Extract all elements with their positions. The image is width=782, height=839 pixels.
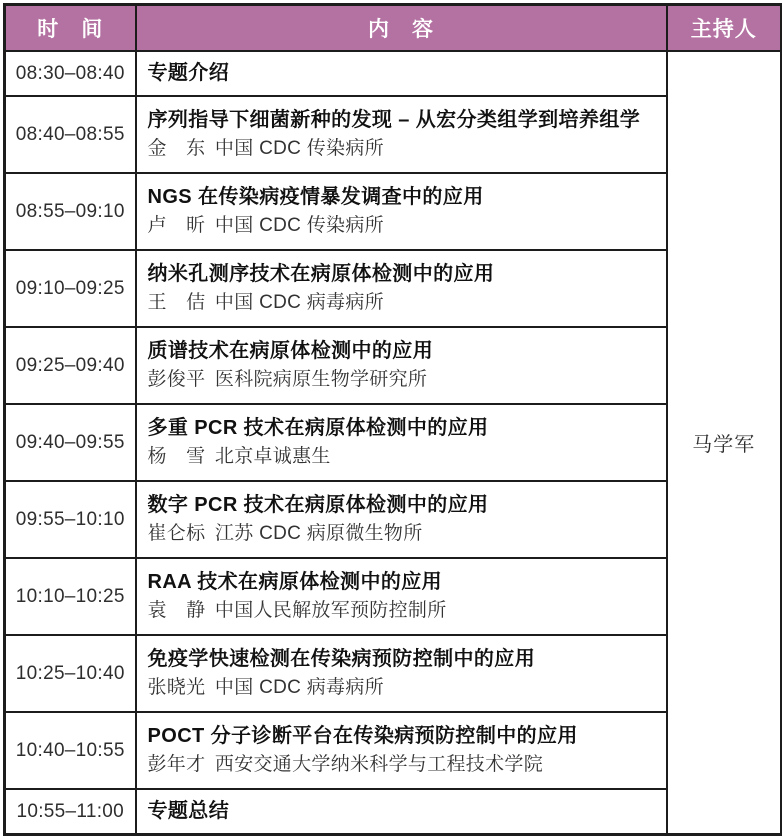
content-cell [136, 173, 667, 250]
speaker-org: 江苏 CDC 病原微生物所 [214, 522, 423, 544]
content-cell [136, 51, 667, 96]
agenda-row [5, 173, 782, 250]
speaker-org: 医科院病原生物学研究所 [214, 368, 428, 390]
speaker-name: 杨 雪 [147, 445, 206, 467]
agenda-row [5, 327, 782, 404]
session-title: 数字 PCR 技术在病原体检测中的应用 [147, 493, 489, 516]
agenda-row [5, 404, 782, 481]
session-title: NGS 在传染病疫情暴发调查中的应用 [147, 185, 484, 208]
agenda-row [5, 250, 782, 327]
session-title: 专题总结 [147, 800, 230, 822]
content-cell [136, 789, 667, 835]
speaker-line [148, 752, 656, 779]
speaker-line [148, 675, 656, 702]
time-cell: 09:10–09:25 [5, 250, 136, 327]
agenda-row [5, 558, 782, 635]
speaker-line [148, 598, 656, 625]
speaker-org: 西安交通大学纳米科学与工程技术学院 [214, 753, 544, 775]
session-title: 多重 PCR 技术在病原体检测中的应用 [147, 416, 489, 439]
speaker-name: 卢 昕 [147, 214, 206, 236]
time-cell: 09:25–09:40 [5, 327, 136, 404]
session-title: POCT 分子诊断平台在传染病预防控制中的应用 [147, 724, 578, 747]
time-cell: 08:40–08:55 [5, 96, 136, 173]
agenda-row [5, 481, 782, 558]
agenda-row [5, 789, 782, 835]
speaker-org: 北京卓诚惠生 [214, 445, 331, 467]
header-host: 主持人 [667, 5, 782, 52]
content-cell [136, 635, 667, 712]
time-cell: 10:25–10:40 [5, 635, 136, 712]
session-title: 质谱技术在病原体检测中的应用 [147, 339, 434, 362]
content-cell [136, 96, 667, 173]
header-time: 时 间 [5, 5, 136, 52]
speaker-org: 中国 CDC 病毒病所 [214, 676, 384, 698]
speaker-name: 张晓光 [147, 676, 206, 698]
speaker-line [148, 444, 656, 471]
session-title: 序列指导下细菌新种的发现 – 从宏分类组学到培养组学 [147, 108, 641, 131]
speaker-line [148, 521, 656, 548]
session-title: 免疫学快速检测在传染病预防控制中的应用 [147, 647, 536, 670]
agenda-row [5, 96, 782, 173]
session-title: 纳米孔测序技术在病原体检测中的应用 [147, 262, 495, 285]
header-content: 内 容 [136, 5, 667, 52]
session-title: RAA 技术在病原体检测中的应用 [147, 570, 443, 593]
time-cell: 10:40–10:55 [5, 712, 136, 789]
content-cell [136, 327, 667, 404]
speaker-name: 金 东 [147, 137, 206, 159]
time-cell: 10:10–10:25 [5, 558, 136, 635]
content-cell [136, 250, 667, 327]
speaker-name: 彭年才 [147, 753, 206, 775]
agenda-table [3, 3, 782, 836]
speaker-line [148, 290, 656, 317]
speaker-org: 中国 CDC 病毒病所 [214, 291, 384, 313]
speaker-line [148, 367, 656, 394]
agenda-row [5, 712, 782, 789]
host-cell: 马学军 [667, 51, 782, 835]
time-cell: 09:40–09:55 [5, 404, 136, 481]
speaker-name: 袁 静 [147, 599, 206, 621]
speaker-name: 彭俊平 [147, 368, 206, 390]
speaker-name: 崔仑标 [147, 522, 206, 544]
speaker-name: 王 佶 [147, 291, 206, 313]
time-cell: 08:55–09:10 [5, 173, 136, 250]
content-cell [136, 404, 667, 481]
content-cell [136, 712, 667, 789]
speaker-org: 中国 CDC 传染病所 [214, 214, 384, 236]
agenda-body [5, 51, 782, 835]
speaker-line [148, 136, 656, 163]
speaker-line [148, 213, 656, 240]
speaker-org: 中国人民解放军预防控制所 [214, 599, 447, 621]
agenda-row [5, 635, 782, 712]
time-cell: 08:30–08:40 [5, 51, 136, 96]
content-cell [136, 481, 667, 558]
session-title: 专题介绍 [147, 62, 230, 84]
content-cell [136, 558, 667, 635]
time-cell: 09:55–10:10 [5, 481, 136, 558]
agenda-row [5, 51, 782, 96]
speaker-org: 中国 CDC 传染病所 [214, 137, 384, 159]
agenda-header [5, 5, 782, 52]
time-cell: 10:55–11:00 [5, 789, 136, 835]
